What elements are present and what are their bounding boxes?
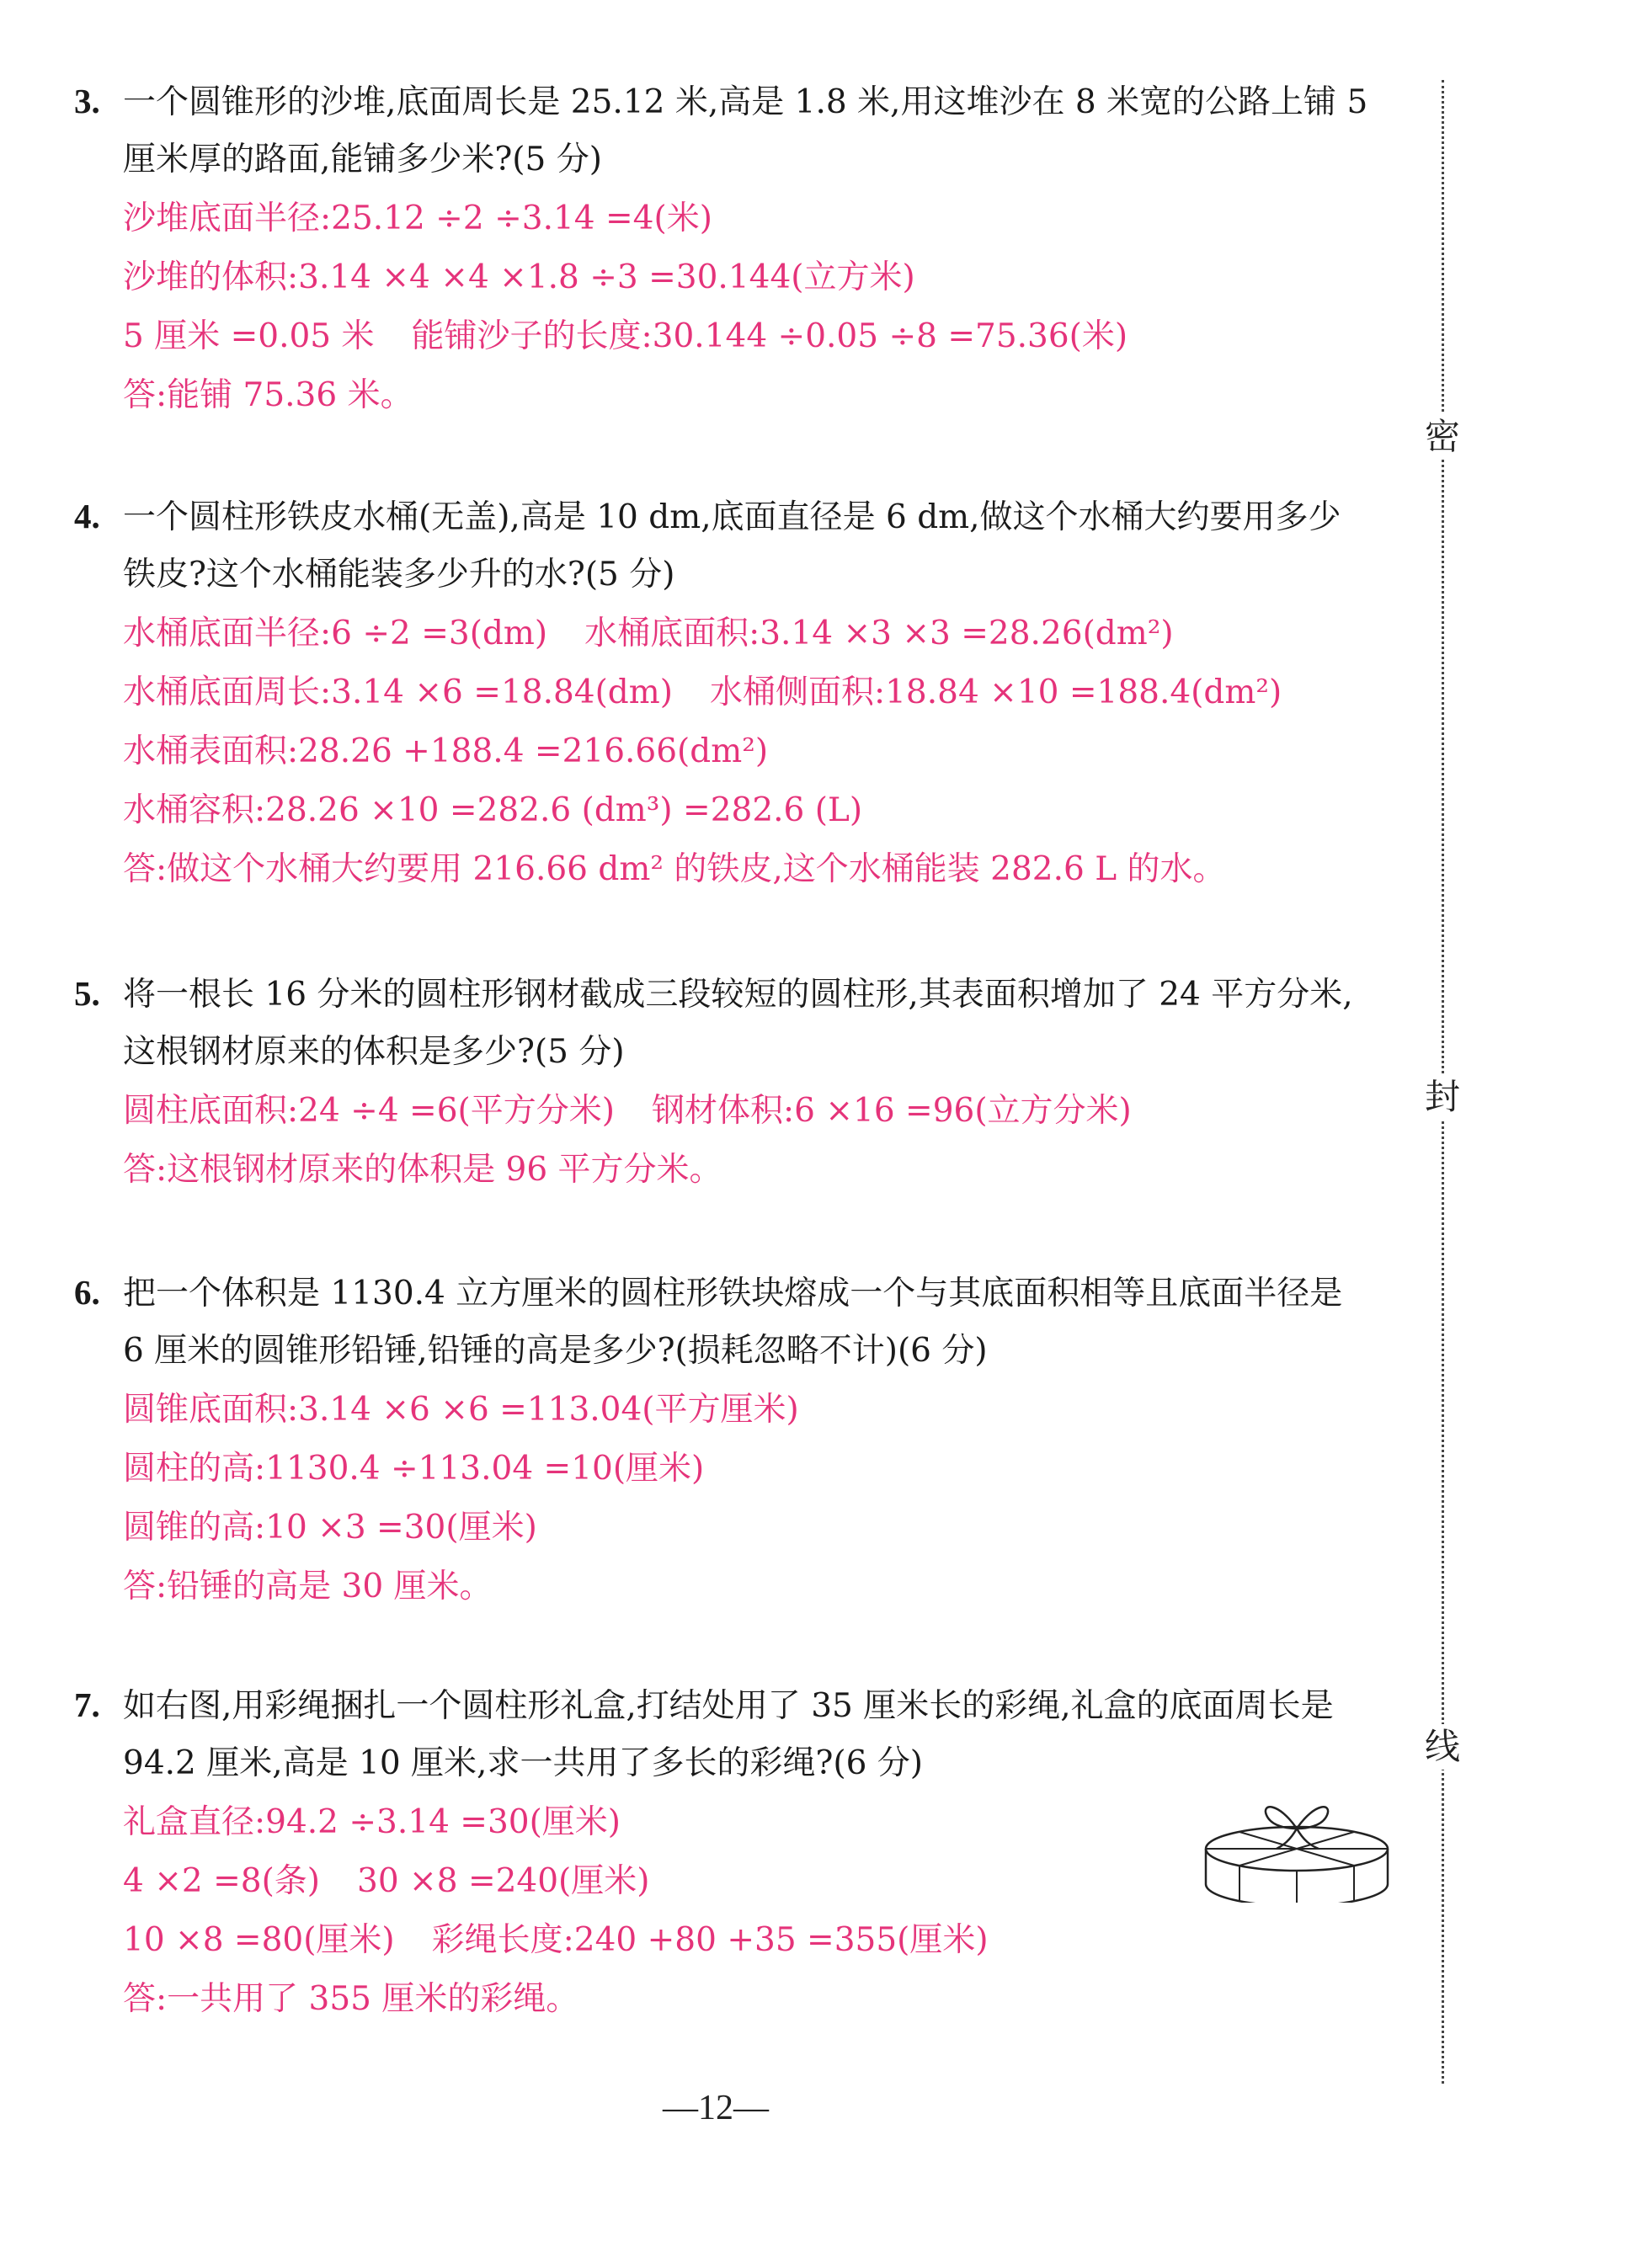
seal-mark-xian: 线 <box>1420 1724 1465 1770</box>
seal-mark-feng: 封 <box>1420 1074 1465 1120</box>
answer-text: 圆柱底面积:24 ÷4 =6(平方分米) <box>123 1092 615 1130</box>
answer-text: 水桶底面半径:6 ÷2 =3(dm) <box>123 615 548 652</box>
question-text: 一个圆柱形铁皮水桶(无盖),高是 10 dm,底面直径是 6 dm,做这个水桶大约要用多少 <box>123 498 1341 536</box>
problem-3 <box>74 72 1405 425</box>
question-text: 6 厘米的圆锥形铅锤,铅锤的高是多少?(损耗忽略不计)(6 分) <box>123 1332 988 1370</box>
answer-line <box>74 840 1405 899</box>
answer-text: 30 ×8 =240(厘米) <box>357 1862 650 1900</box>
answer-text: 10 ×8 =80(厘米) <box>123 1921 395 1959</box>
problem-number: 7. <box>74 1685 100 1724</box>
question-line <box>74 1675 1405 1734</box>
answer-text: 水桶表面积:28.26 +188.4 =216.66(dm²) <box>123 732 769 770</box>
question-line <box>74 72 1405 130</box>
answer-line <box>74 1381 1405 1440</box>
answer-text: 4 ×2 =8(条) <box>123 1862 321 1900</box>
answer-line <box>74 663 1405 722</box>
answer-line <box>74 366 1405 425</box>
question-text: 如右图,用彩绳捆扎一个圆柱形礼盒,打结处用了 35 厘米长的彩绳,礼盒的底面周长是 <box>123 1687 1334 1725</box>
question-line <box>74 487 1405 546</box>
question-line <box>74 130 1405 189</box>
answer-text: 沙堆的体积:3.14 ×4 ×4 ×1.8 ÷3 =30.144(立方米) <box>123 258 915 296</box>
answer-text: 水桶底面周长:3.14 ×6 =18.84(dm) <box>123 673 673 711</box>
page-number: —12— <box>663 2089 769 2127</box>
answer-line <box>74 1499 1405 1557</box>
question-text: 把一个体积是 1130.4 立方厘米的圆柱形铁块熔成一个与其底面积相等且底面半径是 <box>123 1275 1343 1312</box>
answer-line <box>74 781 1405 840</box>
answer-line <box>74 722 1405 781</box>
answer-line <box>74 1082 1405 1141</box>
problem-6 <box>74 1263 1405 1616</box>
answer-text: 5 厘米 =0.05 米 <box>123 317 375 355</box>
answer-line <box>74 307 1405 366</box>
question-line <box>74 1023 1405 1082</box>
problem-5 <box>74 964 1405 1200</box>
answer-text: 圆锥的高:10 ×3 =30(厘米) <box>123 1509 537 1547</box>
question-text: 铁皮?这个水桶能装多少升的水?(5 分) <box>123 556 675 594</box>
problem-number: 4. <box>74 497 100 535</box>
question-line <box>74 964 1405 1023</box>
answer-text: 圆锥底面积:3.14 ×6 ×6 =113.04(平方厘米) <box>123 1391 799 1429</box>
question-text: 94.2 厘米,高是 10 厘米,求一共用了多长的彩绳?(6 分) <box>123 1744 923 1782</box>
answer-text: 答:一共用了 355 厘米的彩绳。 <box>123 1980 579 2018</box>
answer-text: 答:能铺 75.36 米。 <box>123 376 413 414</box>
answer-line <box>74 1557 1405 1616</box>
question-text: 这根钢材原来的体积是多少?(5 分) <box>123 1033 625 1071</box>
answer-text: 彩绳长度:240 +80 +35 =355(厘米) <box>431 1921 989 1959</box>
answer-text: 水桶底面积:3.14 ×3 ×3 =28.26(dm²) <box>584 615 1174 652</box>
answer-text: 答:做这个水桶大约要用 216.66 dm² 的铁皮,这个水桶能装 282.6 L 的水。 <box>123 850 1226 888</box>
answer-text: 圆柱的高:1130.4 ÷113.04 =10(厘米) <box>123 1450 705 1488</box>
answer-text: 答:铅锤的高是 30 厘米。 <box>123 1568 493 1605</box>
answer-line <box>74 604 1405 663</box>
answer-text: 沙堆底面半径:25.12 ÷2 ÷3.14 =4(米) <box>123 200 712 237</box>
problem-number: 6. <box>74 1273 100 1312</box>
problem-number: 3. <box>74 82 100 120</box>
answer-text: 水桶侧面积:18.84 ×10 =188.4(dm²) <box>709 673 1282 711</box>
answer-text: 水桶容积:28.26 ×10 =282.6 (dm³) =282.6 (L) <box>123 791 863 829</box>
seal-mark-mi: 密 <box>1420 414 1465 460</box>
problem-number: 5. <box>74 974 100 1013</box>
question-text: 厘米厚的路面,能铺多少米?(5 分) <box>123 141 602 178</box>
answer-text: 礼盒直径:94.2 ÷3.14 =30(厘米) <box>123 1803 621 1841</box>
answer-line <box>74 1141 1405 1200</box>
problem-4 <box>74 487 1405 899</box>
answer-line <box>74 1970 1405 2029</box>
question-text: 一个圆锥形的沙堆,底面周长是 25.12 米,高是 1.8 米,用这堆沙在 8 米宽的公路上铺 5 <box>123 83 1368 121</box>
answer-text: 能铺沙子的长度:30.144 ÷0.05 ÷8 =75.36(米) <box>411 317 1128 355</box>
question-text: 将一根长 16 分米的圆柱形钢材截成三段较短的圆柱形,其表面积增加了 24 平方分米, <box>123 976 1353 1014</box>
question-line <box>74 1263 1405 1322</box>
answer-text: 钢材体积:6 ×16 =96(立方分米) <box>651 1092 1132 1130</box>
cylinder-gift-box-icon <box>1196 1785 1398 1903</box>
answer-line <box>74 189 1405 248</box>
answer-text: 答:这根钢材原来的体积是 96 平方分米。 <box>123 1151 722 1189</box>
answer-line <box>74 1911 1405 1970</box>
question-line <box>74 546 1405 604</box>
question-line <box>74 1322 1405 1381</box>
answer-line <box>74 1440 1405 1499</box>
answer-line <box>74 248 1405 307</box>
